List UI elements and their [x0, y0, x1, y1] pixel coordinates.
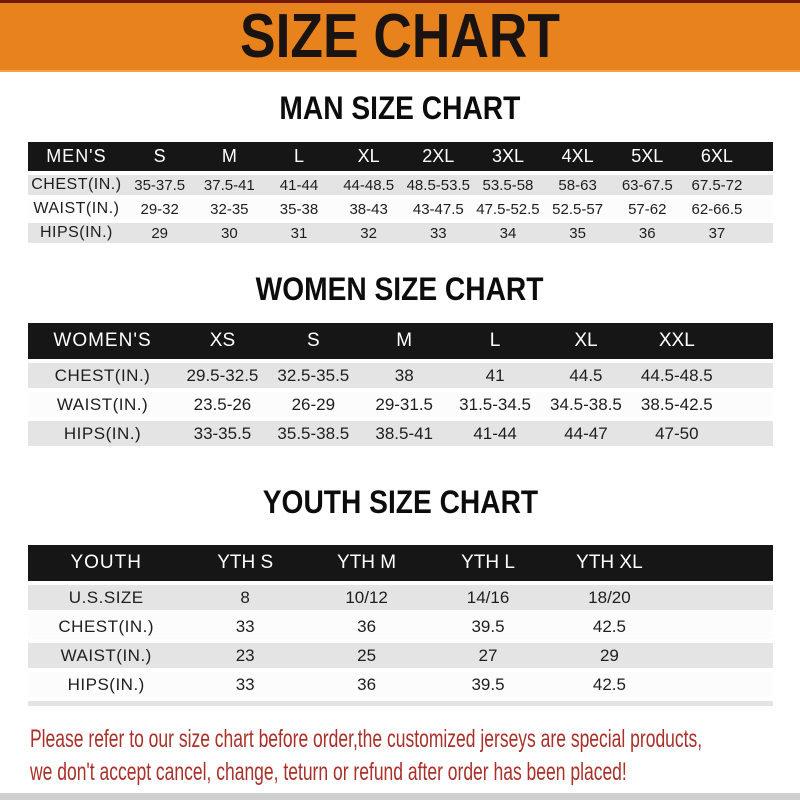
spacer-cell: [722, 419, 773, 448]
size-cell: 29: [125, 221, 195, 245]
order-notice-text-1: Please refer to our size chart before order,the customized jerseys are special products,: [30, 725, 703, 753]
size-cell: 29: [549, 641, 670, 670]
size-cell: 42.5: [549, 612, 670, 641]
column-header: 5XL: [612, 142, 682, 173]
youth-hips-row: [28, 670, 773, 699]
row-label: CHEST(IN.): [28, 612, 184, 641]
youth-section-heading: [0, 484, 800, 521]
size-cell: 33-35.5: [177, 419, 268, 448]
size-cell: 47.5-52.5: [473, 197, 543, 221]
row-label: CHEST(IN.): [28, 173, 125, 197]
size-cell: 36: [612, 221, 682, 245]
size-cell: 41-44: [264, 173, 334, 197]
size-cell: 36: [306, 612, 427, 641]
row-label: CHEST(IN.): [28, 361, 177, 390]
row-label: WAIST(IN.): [28, 390, 177, 419]
row-label: HIPS(IN.): [28, 221, 125, 245]
row-label: HIPS(IN.): [28, 419, 177, 448]
size-cell: 23: [184, 641, 305, 670]
column-header: YTH XL: [549, 545, 670, 583]
size-cell: 43-47.5: [403, 197, 473, 221]
youth-chest-row: [28, 612, 773, 641]
size-cell: 67.5-72: [682, 173, 752, 197]
column-header: M: [195, 142, 265, 173]
mens-size-table: [28, 142, 773, 247]
size-cell: 38.5-41: [359, 419, 450, 448]
youth-ussize-row: [28, 583, 773, 612]
size-cell: 32: [334, 221, 404, 245]
size-chart-banner: [0, 0, 800, 72]
size-cell: 34: [473, 221, 543, 245]
size-cell: 31.5-34.5: [450, 390, 541, 419]
mens-header-row: [28, 142, 773, 173]
order-notice: [30, 723, 800, 789]
size-cell: 29-31.5: [359, 390, 450, 419]
women-section-heading: [0, 271, 800, 308]
size-cell: 29.5-32.5: [177, 361, 268, 390]
size-cell: 38-43: [334, 197, 404, 221]
column-header: XL: [334, 142, 404, 173]
size-cell: 39.5: [427, 612, 548, 641]
spacer-cell: [670, 612, 773, 641]
spacer-cell: [752, 173, 773, 197]
youth-table-body: [28, 545, 773, 699]
size-cell: 47-50: [631, 419, 722, 448]
man-section-heading-text: MAN SIZE CHART: [279, 90, 521, 126]
mens-chest-row: [28, 173, 773, 197]
size-cell: 63-67.5: [612, 173, 682, 197]
spacer-cell: [752, 142, 773, 173]
size-cell: 32-35: [195, 197, 265, 221]
womens-chest-row: [28, 361, 773, 390]
youth-header-row: [28, 545, 773, 583]
bottom-strip: [0, 793, 800, 800]
size-cell: 48.5-53.5: [403, 173, 473, 197]
mens-table-body: [28, 142, 773, 245]
column-header: L: [450, 323, 541, 361]
column-header: YTH S: [184, 545, 305, 583]
mens-table-title: MEN'S: [28, 142, 125, 173]
order-notice-text-2: we don't accept cancel, change, teturn or refund after order has been placed!: [30, 758, 627, 786]
column-header: 6XL: [682, 142, 752, 173]
size-cell: 44-47: [541, 419, 632, 448]
size-cell: 37: [682, 221, 752, 245]
size-cell: 32.5-35.5: [268, 361, 359, 390]
row-label: U.S.SIZE: [28, 583, 184, 612]
size-cell: 41: [450, 361, 541, 390]
mens-hips-row: [28, 221, 773, 245]
size-cell: 26-29: [268, 390, 359, 419]
youth-table-title: YOUTH: [28, 545, 184, 583]
youth-waist-row: [28, 641, 773, 670]
spacer-cell: [670, 641, 773, 670]
size-cell: 38: [359, 361, 450, 390]
size-cell: 8: [184, 583, 305, 612]
column-header: M: [359, 323, 450, 361]
size-cell: 18/20: [549, 583, 670, 612]
size-cell: 44-48.5: [334, 173, 404, 197]
column-header: XL: [541, 323, 632, 361]
spacer-cell: [722, 361, 773, 390]
size-cell: 31: [264, 221, 334, 245]
column-header: 4XL: [543, 142, 613, 173]
man-section-heading: [0, 90, 800, 127]
size-cell: 35-37.5: [125, 173, 195, 197]
size-cell: 33: [184, 612, 305, 641]
page-title: SIZE CHART: [240, 2, 560, 71]
size-cell: 33: [184, 670, 305, 699]
size-cell: 34.5-38.5: [541, 390, 632, 419]
womens-table-body: [28, 323, 773, 448]
row-label: WAIST(IN.): [28, 641, 184, 670]
size-cell: 62-66.5: [682, 197, 752, 221]
size-cell: 58-63: [543, 173, 613, 197]
size-cell: 38.5-42.5: [631, 390, 722, 419]
mens-waist-row: [28, 197, 773, 221]
spacer-cell: [722, 323, 773, 361]
column-header: S: [268, 323, 359, 361]
column-header: XS: [177, 323, 268, 361]
size-cell: 29-32: [125, 197, 195, 221]
spacer-cell: [752, 221, 773, 245]
womens-waist-row: [28, 390, 773, 419]
column-header: XXL: [631, 323, 722, 361]
size-cell: 41-44: [450, 419, 541, 448]
womens-size-table: [28, 323, 773, 450]
size-cell: 36: [306, 670, 427, 699]
order-notice-line: [30, 723, 800, 756]
column-header: S: [125, 142, 195, 173]
size-cell: 33: [403, 221, 473, 245]
size-cell: 52.5-57: [543, 197, 613, 221]
youth-size-table: [28, 545, 773, 701]
size-cell: 39.5: [427, 670, 548, 699]
size-cell: 53.5-58: [473, 173, 543, 197]
column-header: 2XL: [403, 142, 473, 173]
row-label: WAIST(IN.): [28, 197, 125, 221]
womens-hips-row: [28, 419, 773, 448]
size-cell: 44.5: [541, 361, 632, 390]
column-header: 3XL: [473, 142, 543, 173]
row-label: HIPS(IN.): [28, 670, 184, 699]
column-header: YTH L: [427, 545, 548, 583]
youth-section-heading-text: YOUTH SIZE CHART: [262, 484, 538, 520]
spacer-cell: [670, 583, 773, 612]
size-cell: 30: [195, 221, 265, 245]
spacer-cell: [670, 545, 773, 583]
spacer-cell: [722, 390, 773, 419]
size-cell: 10/12: [306, 583, 427, 612]
size-cell: 23.5-26: [177, 390, 268, 419]
size-cell: 14/16: [427, 583, 548, 612]
size-cell: 44.5-48.5: [631, 361, 722, 390]
column-header: L: [264, 142, 334, 173]
size-cell: 27: [427, 641, 548, 670]
size-cell: 35: [543, 221, 613, 245]
size-cell: 35.5-38.5: [268, 419, 359, 448]
spacer-cell: [752, 197, 773, 221]
size-cell: 57-62: [612, 197, 682, 221]
size-cell: 35-38: [264, 197, 334, 221]
column-header: YTH M: [306, 545, 427, 583]
size-cell: 42.5: [549, 670, 670, 699]
womens-table-title: WOMEN'S: [28, 323, 177, 361]
women-section-heading-text: WOMEN SIZE CHART: [256, 271, 544, 307]
size-cell: 25: [306, 641, 427, 670]
size-cell: 37.5-41: [195, 173, 265, 197]
spacer-cell: [670, 670, 773, 699]
order-notice-line: [30, 756, 800, 789]
womens-header-row: [28, 323, 773, 361]
youth-table-end-bar: [28, 701, 773, 706]
